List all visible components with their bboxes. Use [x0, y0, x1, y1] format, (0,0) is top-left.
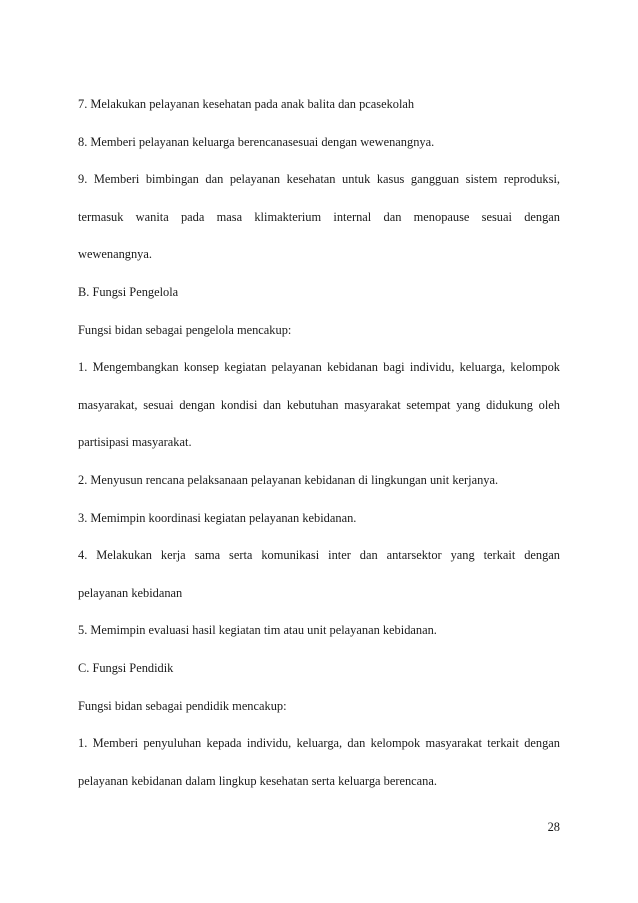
text-line-item-9-end: wewenangnya. [78, 247, 152, 262]
text-line-pengelola-2: 2. Menyusun rencana pelaksanaan pelayanan kebidanan di lingkungan unit kerjanya. [78, 472, 499, 487]
document-body [78, 86, 560, 800]
text-line-item-9-cont: termasuk wanita pada masa klimakterium internal dan menopause sesuai dengan [78, 209, 560, 224]
section-heading-fungsi-pengelola: B. Fungsi Pengelola [78, 284, 179, 299]
text-line-pengelola-1-end: partisipasi masyarakat. [78, 435, 192, 450]
text-line-pendidik-1: 1. Memberi penyuluhan kepada individu, keluarga, dan kelompok masyarakat terkait dengan [78, 736, 560, 751]
text-line-pengelola-4-end: pelayanan kebidanan [78, 585, 183, 600]
text-line-pengelola-4: 4. Melakukan kerja sama serta komunikasi inter dan antarsektor yang terkait dengan [78, 548, 560, 563]
text-line-item-9: 9. Memberi bimbingan dan pelayanan kesehatan untuk kasus gangguan sistem reproduksi, [78, 172, 560, 187]
text-line-pengelola-3: 3. Memimpin koordinasi kegiatan pelayanan kebidanan. [78, 510, 357, 525]
text-line-pendidik-1-end: pelayanan kebidanan dalam lingkup kesehatan serta keluarga berencana. [78, 773, 437, 788]
text-line-pengelola-1: 1. Mengembangkan konsep kegiatan pelayanan kebidanan bagi individu, keluarga, kelompok [78, 360, 560, 375]
text-line-item-7: 7. Melakukan pelayanan kesehatan pada anak balita dan pcasekolah [78, 97, 415, 111]
page-number: 28 [547, 820, 560, 834]
text-line-pengelola-intro: Fungsi bidan sebagai pengelola mencakup: [78, 322, 292, 337]
section-heading-fungsi-pendidik: C. Fungsi Pendidik [78, 660, 174, 675]
text-line-pengelola-5: 5. Memimpin evaluasi hasil kegiatan tim atau unit pelayanan kebidanan. [78, 623, 437, 638]
text-line-pendidik-intro: Fungsi bidan sebagai pendidik mencakup: [78, 698, 287, 713]
text-line-pengelola-1-cont: masyarakat, sesuai dengan kondisi dan kebutuhan masyarakat setempat yang didukung oleh [78, 397, 560, 412]
text-line-item-8: 8. Memberi pelayanan keluarga berencanasesuai dengan wewenangnya. [78, 134, 435, 149]
